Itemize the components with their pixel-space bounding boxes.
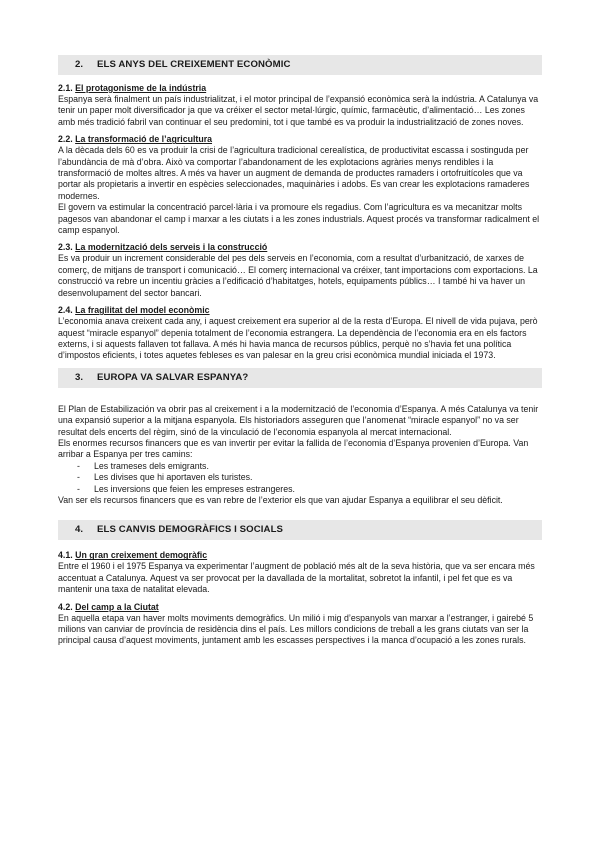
subsection-2-1 [58, 83, 542, 128]
subsection-title: La fragilitat del model econòmic [75, 305, 210, 316]
subsection-title: La transformació de l’agricultura [75, 134, 213, 145]
section-number: 2. [75, 59, 84, 70]
section-title: ELS ANYS DEL CREIXEMENT ECONÒMIC [97, 59, 291, 70]
paragraph: L’economia anava creixent cada any, i aquest creixement era superior al de la resta d’Europa. El nivell de vida pujava, però aquest “miracle espanyol” depenia totalment de l’economia estrangera. La dependència de l’economia era en els factors externs, i si aquests fallaven tot fallava. A més hi havia manca de recursos públics, perquè no s’havia fet una política d’impostos eficients, i totes aquetes febleses es van palesar en la greu crisi econòmica mundial iniciada el 1973. [58, 316, 538, 361]
subsection-title: Un gran creixement demogràfic [75, 550, 208, 561]
section-heading-4 [58, 520, 542, 540]
subsection-2-4 [58, 305, 542, 362]
paragraph: Espanya serà finalment un país industrialitzat, i el motor principal de l’expansió econòmica serà la indústria. A Catalunya va tenir un paper molt diversificador ja que va créixer el sector metal·lúrgic, químic, farmacèutic, d’alimentació… Les zones amb més tradició fabril van continuar el seu predomini, tot i que també es va produir la industrialització de zones noves. [58, 94, 539, 127]
subsection-4-1 [58, 550, 542, 595]
paragraph: En aquella etapa van haver molts moviments demogràfics. Un milió i mig d’espanyols van marxar a l’estranger, i gairebé 5 milions van canviar de província de residència dins el país. Les millors condicions de treball a les grans ciutats van ser la principal causa d’aquest moviments, juntament amb les escasses perspectives i la manca d’ocupació a les zones rurals. [58, 612, 534, 646]
paragraph: El govern va estimular la concentració parcel·lària i va promoure els regadius. Com l’agricultura es va mecanitzar molts pagesos van abandonar el camp i marxar a les ciutats i a les zones industrials. Aquest procés va transformar radicalment el camp espanyol. [58, 202, 540, 236]
subsection-number: 2.2. [58, 134, 73, 145]
subsection-number: 4.1. [58, 550, 73, 561]
subsection-2-2 [58, 134, 542, 236]
subsection-heading [58, 305, 542, 316]
paragraph: A la dècada dels 60 es va produir la crisi de l’agricultura tradicional cerealística, de productivitat escassa i sostinguda per l’abundància de mà d’obra. Això va comportar l’abandonament de les explotacions agràries menys rendibles i la transformació de moltes altres. A més va haver un augment de demanda de productes ramaders i ortofruitícoles que va portar als propietaris a invertir en espècies seleccionades, maquinàries i adobs. Es van crear les explotacions ramaderes modernes. [58, 145, 530, 201]
subsection-number: 4.2. [58, 601, 73, 612]
subsection-title: El protagonisme de la indústria [75, 83, 207, 93]
subsection-heading [58, 550, 542, 561]
section-heading-3 [58, 368, 542, 388]
subsection-heading [58, 83, 542, 94]
subsection-heading [58, 242, 542, 253]
list-item: - Les inversions que feien les empreses estrangeres. [77, 484, 542, 495]
paragraph: Van ser els recursos financers que es van rebre de l’exterior els que van ajudar Espanya a equilibrar el seu dèficit. [58, 494, 503, 505]
section-number: 3. [75, 371, 84, 383]
list-item: - Les trameses dels emigrants. [77, 461, 542, 472]
subsection-heading [58, 134, 542, 145]
paragraph: Entre el 1960 i el 1975 Espanya va experimentar l’augment de població més alt de la seva història, que va ser encara més accentuat a Catalunya. Aquest va ser provocat per la davallada de la mortalitat, sobretot la infantil, i pel fet que es va mantenir una taxa de natalitat elevada. [58, 561, 535, 595]
section-heading-2 [58, 55, 542, 75]
subsection-4-2 [58, 602, 542, 647]
section-3-body [58, 404, 542, 507]
paragraph: Es va produir un increment considerable del pes dels serveis en l’economia, com a resultat d’urbanització, de xarxes de comerç, de mitjans de transport i comunicació… El comerç internacional va créixer, tant importacions com exportacions. La construcció va rebre un incentiu gràcies a l’edificació d’habitatges, hotels, equipaments públics… I també hi va haver un desenvolupament del sector bancari. [58, 253, 538, 298]
section-title: ELS CANVIS DEMOGRÀFICS I SOCIALS [97, 524, 284, 536]
subsection-heading [58, 602, 542, 613]
paragraph: El Plan de Estabilización va obrir pas al creixement i a la modernització de l’economia d’Espanya. A més Catalunya va tenir una expansió superior a la mitjana espanyola. Els historiadors asseguren que l’anomenat “miracle espanyol” no va ser resultat dels encerts del règim, sinó de la vinculació de l’economia espanyola al mercat internacional. [58, 403, 539, 437]
subsection-number: 2.1. [58, 83, 73, 93]
paragraph: Els enormes recursos financers que es van invertir per evitar la fallida de l’economia d’Espanya provenien d’Europa. Van arribar a Espanya per tres camins: [58, 437, 529, 460]
section-title: EUROPA VA SALVAR ESPANYA? [97, 371, 249, 383]
subsection-number: 2.3. [58, 242, 73, 253]
list-item: - Les divises que hi aportaven els turistes. [77, 472, 542, 483]
bullet-list [58, 461, 542, 495]
subsection-title: Del camp a la Ciutat [75, 601, 159, 612]
subsection-number: 2.4. [58, 305, 73, 316]
subsection-title: La modernització dels serveis i la construcció [75, 242, 268, 253]
subsection-2-3 [58, 242, 542, 299]
section-number: 4. [75, 524, 84, 536]
